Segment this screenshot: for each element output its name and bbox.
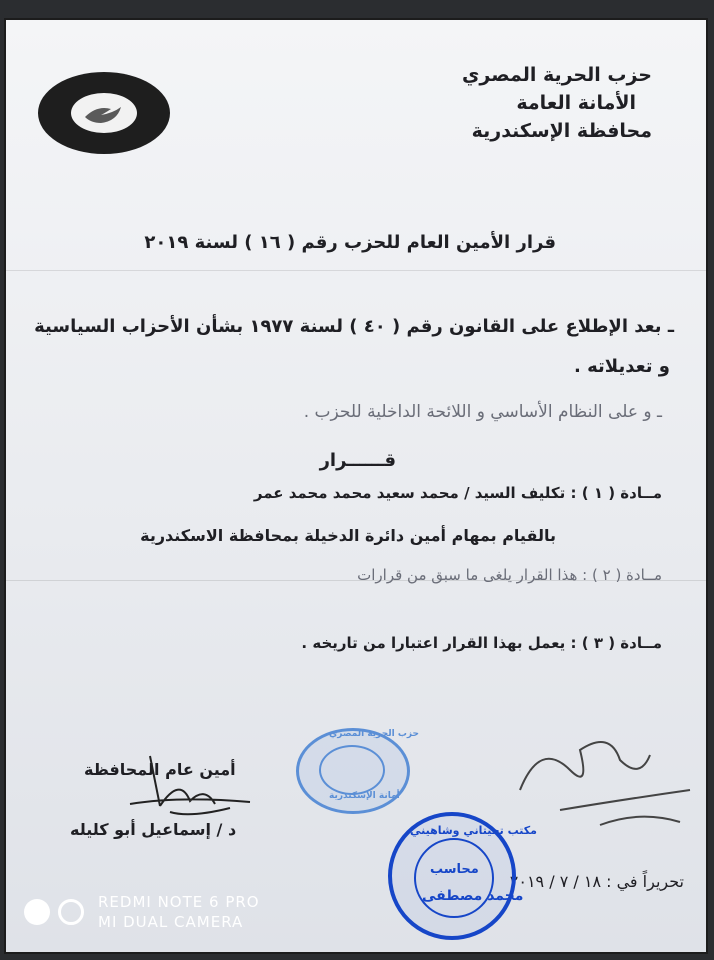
- preamble-law-cont: و تعديلاته .: [574, 356, 670, 377]
- seal-emblem: [319, 745, 385, 795]
- watermark-dot-icon: [24, 899, 50, 925]
- article-3: مــادة ( ٣ ) : يعمل بهذا القرار اعتبارا من تاريخه .: [301, 634, 662, 652]
- governorate-label: محافظة الإسكندرية: [471, 120, 652, 142]
- watermark-text: [98, 892, 260, 932]
- stamp-line-1: محاسب: [430, 862, 479, 877]
- stamp-top-text: مكتب تحيتاني وشاهيني: [410, 824, 537, 837]
- article-1-cont: بالقيام بمهام أمين دائرة الدخيلة بمحافظة الاسكندرية: [140, 526, 556, 545]
- date-line: تحريراً في : ١٨ / ٧ / ٢٠١٩: [509, 872, 684, 891]
- camera-watermark: [24, 892, 260, 932]
- secretariat-label: الأمانة العامة: [516, 92, 636, 114]
- party-logo: [38, 72, 170, 154]
- dove-icon: [71, 93, 137, 133]
- seal-bottom-text: أمانة الإسكندرية: [329, 791, 400, 801]
- signatory-role: أمين عام المحافظة: [84, 760, 236, 779]
- signatory-signature: [120, 746, 260, 826]
- watermark-line-1: REDMI NOTE 6 PRO: [98, 893, 260, 911]
- seal-top-text: حزب الحرية المصري: [329, 729, 419, 739]
- stamp-inner-ring: [414, 838, 494, 918]
- stamp-line-2: محمد مصطفى: [422, 888, 524, 904]
- article-1: مــادة ( ١ ) : تكليف السيد / محمد سعيد محمد محمد عمر: [253, 484, 662, 502]
- accountant-stamp: [388, 812, 537, 940]
- watermark-ring-icon: [58, 899, 84, 925]
- party-seal: [296, 728, 419, 814]
- preamble-bylaws: ـ و على النظام الأساسي و اللائحة الداخلية للحزب .: [303, 402, 662, 422]
- decision-title: قرار الأمين العام للحزب رقم ( ١٦ ) لسنة ٢٠١٩: [144, 232, 556, 253]
- party-name: حزب الحرية المصري: [462, 64, 652, 86]
- watermark-line-2: MI DUAL CAMERA: [98, 913, 244, 931]
- article-2: مــادة ( ٢ ) : هذا القرار يلغى ما سبق من قرارات: [357, 566, 662, 584]
- paper-fold-line: [6, 270, 706, 271]
- preamble-law: ـ بعد الإطلاع على القانون رقم ( ٤٠ ) لسنة ١٩٧٧ بشأن الأحزاب السياسية: [34, 316, 674, 337]
- decision-heading: قــــــرار: [319, 450, 396, 471]
- signatory-name: د / إسماعيل أبو كليله: [70, 820, 237, 839]
